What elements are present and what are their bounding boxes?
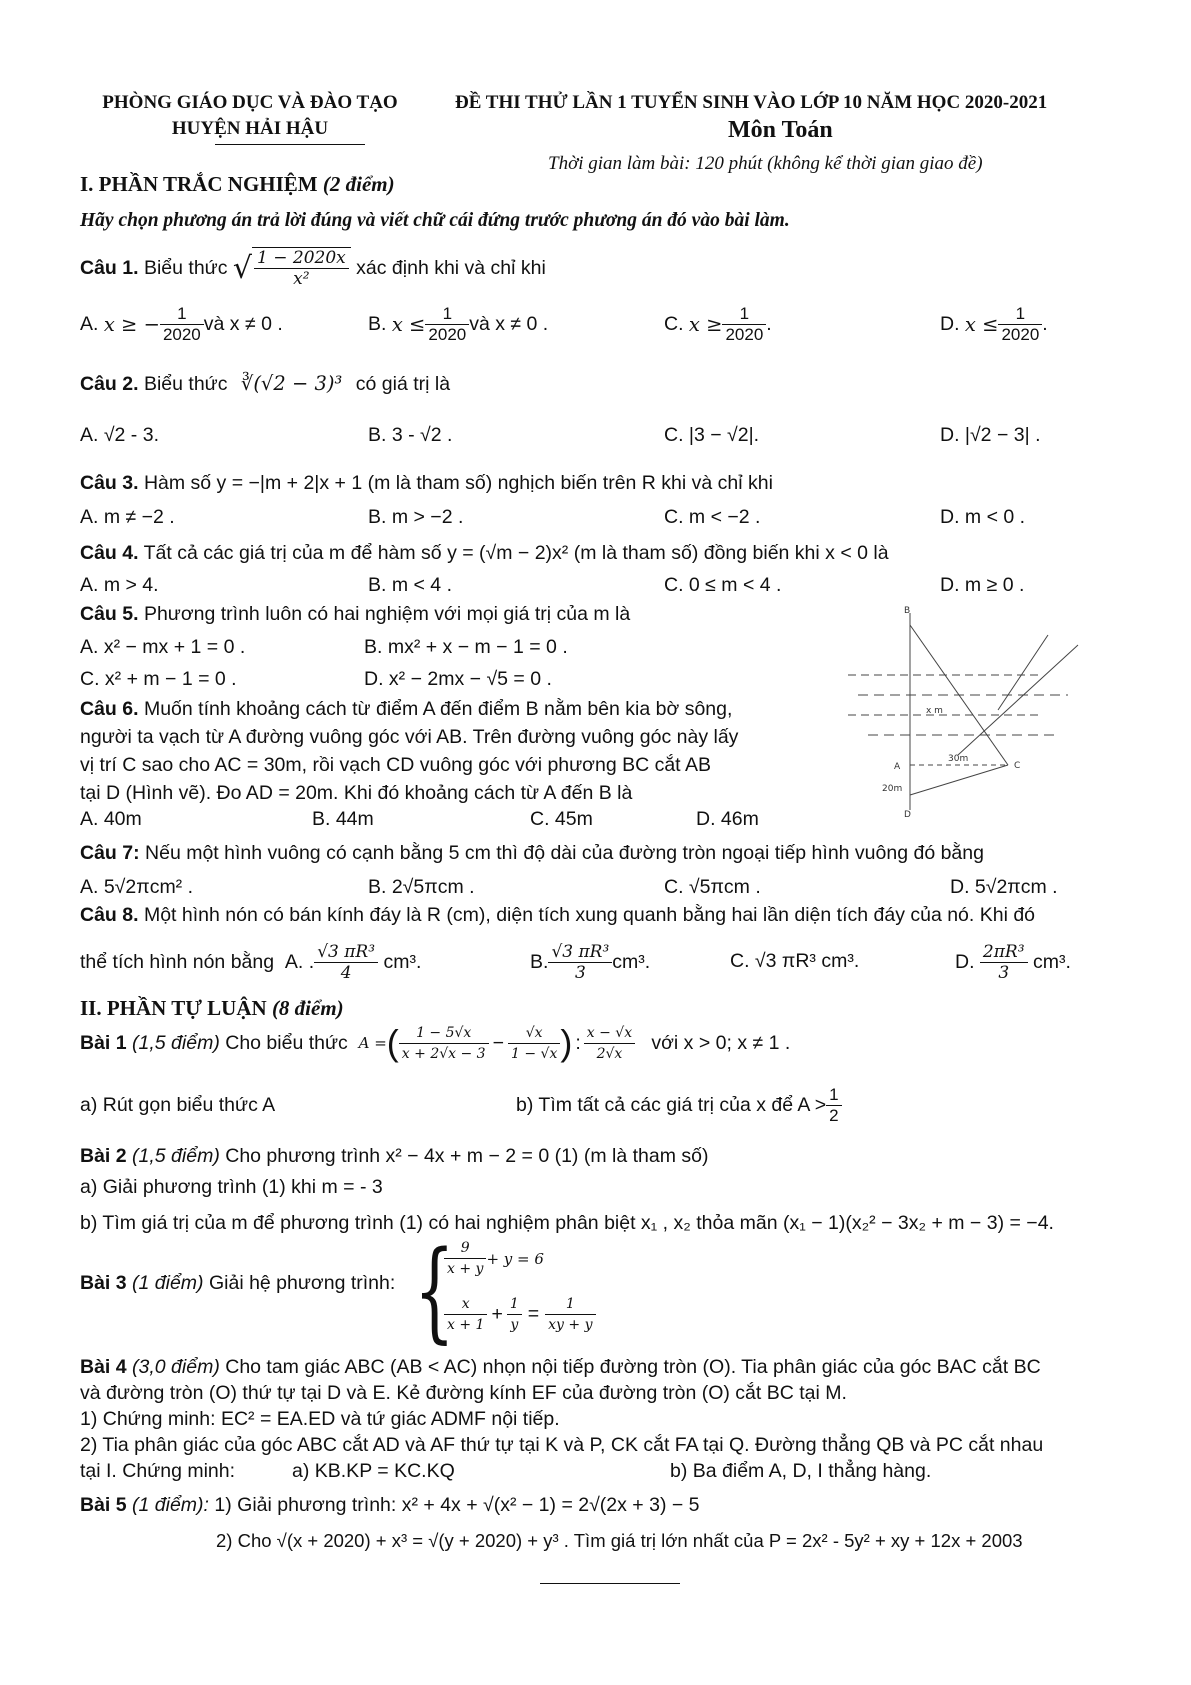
q1-option-d-letter: D. <box>940 312 960 335</box>
exam-title: ĐỀ THI THỬ LẦN 1 TUYỂN SINH VÀO LỚP 10 NĂM HỌC 2020-2021 <box>455 92 1048 113</box>
q4-option-d: D. m ≥ 0 . <box>940 574 1025 596</box>
bai3-equation-1 <box>444 1238 544 1279</box>
q8-option-d <box>955 934 1071 990</box>
bai1-paren-open: ( <box>386 1022 399 1063</box>
q8-option-a-letter: A. . <box>284 950 315 973</box>
q8-option-a-unit: cm³. <box>383 950 422 973</box>
bai1-f2-den: 1 − √x <box>510 1045 558 1062</box>
bai4-points: (3,0 điểm) <box>132 1356 220 1378</box>
bai1-f3-num: x − √x <box>584 1023 635 1044</box>
question-5 <box>80 603 630 626</box>
q1-option-c-val: x ≥ <box>688 312 723 336</box>
q1-option-c-frac <box>722 304 766 345</box>
q1-radicand-num: 1 − 2020x <box>254 248 349 269</box>
q5-option-b: B. mx² + x − m − 1 = 0 . <box>364 636 568 658</box>
question-4 <box>80 542 889 565</box>
question-6-line-1 <box>80 698 732 721</box>
q3-label: Câu 3. <box>80 472 139 494</box>
bai3-label: Bài 3 <box>80 1272 127 1294</box>
bai3-eq2-plus: + <box>491 1303 503 1325</box>
q8-line-1-text: Một hình nón có bán kính đáy là R (cm), diện tích xung quanh bằng hai lần diện tích đáy của nó. Khi đó <box>143 904 1036 926</box>
header-underline <box>215 144 365 145</box>
department-header <box>80 90 420 142</box>
bai2-text: Cho phương trình x² − 4x + m − 2 = 0 (1) (m là tham số) <box>225 1145 709 1167</box>
q1-a-num: 1 <box>160 304 204 325</box>
q7-text: Nếu một hình vuông có cạnh bằng 5 cm thì độ dài của đường tròn ngoại tiếp hình vuông đó bằng <box>145 842 984 864</box>
bai-4-line-3: 1) Chứng minh: EC² = EA.ED và tứ giác ADMF nội tiếp. <box>80 1408 560 1430</box>
bai3-eq2-den3: xy + y <box>548 1317 593 1333</box>
q1-label: Câu 1. <box>80 256 139 279</box>
q8-option-b <box>530 934 650 990</box>
question-8-line-1 <box>80 904 1035 927</box>
fig-label-xm: x m <box>926 706 943 716</box>
q1-option-a-frac <box>160 304 204 345</box>
q4-text: Tất cả các giá trị của m để hàm số y = (√m − 2)x² (m là tham số) đồng biến khi x < 0 là <box>143 542 889 564</box>
q1-radicand-den: x² <box>293 269 310 289</box>
q2-text-b: có giá trị là <box>355 373 451 395</box>
question-2 <box>80 372 450 396</box>
q8-a-num: √3 πR³ <box>314 942 378 963</box>
question-3 <box>80 472 773 495</box>
bai1-b-num: 1 <box>826 1085 841 1106</box>
q3-option-d: D. m < 0 . <box>940 506 1026 528</box>
bai2-part-a: a) Giải phương trình (1) khi m = - 3 <box>80 1176 383 1198</box>
q8-option-d-unit: cm³. <box>1032 950 1071 973</box>
q8-label: Câu 8. <box>80 904 139 926</box>
bai3-brace: { <box>414 1230 455 1356</box>
q7-label: Câu 7: <box>80 842 140 864</box>
q6-option-b: B. 44m <box>312 808 374 830</box>
q1-option-a-letter: A. <box>80 312 99 335</box>
bai1-div: : <box>575 1031 581 1054</box>
part2-title: II. PHẦN TỰ LUẬN <box>80 996 267 1020</box>
bai2-part-b: b) Tìm giá trị của m để phương trình (1) có hai nghiệm phân biệt x₁ , x₂ thỏa mãn (x₁ − 1)(x₂² − 3x₂ + m − 3) = −4. <box>80 1212 1054 1234</box>
q1-option-b-val: x ≤ <box>391 312 426 336</box>
bai5-label: Bài 5 <box>80 1494 127 1516</box>
q1-sqrt-sign: √ <box>232 250 253 286</box>
q2-option-b: B. 3 - √2 . <box>368 424 453 446</box>
q6-line-1-text: Muốn tính khoảng cách từ điểm A đến điểm B nằm bên kia bờ sông, <box>143 698 733 720</box>
q1-option-b <box>368 300 548 348</box>
fig-label-b: B <box>904 606 911 616</box>
river-figure-svg <box>838 605 1098 820</box>
question-6-line-3: vị trí C sao cho AC = 30m, rồi vạch CD vuông góc với phương BC cắt AB <box>80 754 711 776</box>
q6-label: Câu 6. <box>80 698 139 720</box>
q2-expression: ∛(√2 − 3)³ <box>240 372 343 395</box>
part1-points: (2 điểm) <box>322 172 395 196</box>
fig-river-bank-1 <box>958 645 1078 755</box>
q3-option-c: C. m < −2 . <box>664 506 761 528</box>
q1-option-a <box>80 300 283 348</box>
q2-option-a: A. √2 - 3. <box>80 424 159 446</box>
q8-d-den: 3 <box>998 962 1010 983</box>
river-figure <box>838 605 1098 820</box>
bai2-label: Bài 2 <box>80 1145 127 1167</box>
q1-option-c <box>664 300 772 348</box>
q8-line-2-text: thể tích hình nón bằng <box>80 950 275 973</box>
q5-option-c: C. x² + m − 1 = 0 . <box>80 668 237 690</box>
part1-instruction: Hãy chọn phương án trả lời đúng và viết chữ cái đứng trước phương án đó vào bài làm. <box>80 210 790 231</box>
bai3-eq1-tail: + y = 6 <box>486 1249 544 1268</box>
q1-d-num: 1 <box>998 304 1042 325</box>
fig-river-bank-2 <box>998 635 1048 710</box>
bai1-part-b <box>516 1080 842 1130</box>
q2-option-d: D. |√2 − 3| . <box>940 424 1041 446</box>
department-line-1: PHÒNG GIÁO DỤC VÀ ĐÀO TẠO <box>102 92 398 113</box>
bai1-frac-3 <box>584 1023 635 1064</box>
q3-option-a: A. m ≠ −2 . <box>80 506 175 528</box>
q6-option-c: C. 45m <box>530 808 593 830</box>
bai1-frac-2 <box>508 1023 560 1064</box>
bai3-eq1-den: x + y <box>447 1261 484 1277</box>
q1-text-a: Biểu thức <box>143 256 228 279</box>
bai-4-line-1 <box>80 1356 1041 1379</box>
question-1 <box>80 238 546 298</box>
bai4-line-1-text: Cho tam giác ABC (AB < AC) nhọn nội tiếp đường tròn (O). Tia phân giác của góc BAC cắt BC <box>225 1356 1041 1378</box>
bai1-minus: − <box>492 1031 504 1054</box>
q8-option-c: C. √3 πR³ cm³. <box>730 950 860 972</box>
q7-option-d: D. 5√2πcm . <box>950 876 1058 898</box>
q1-option-d-tail: . <box>1042 312 1048 335</box>
q1-option-d-frac <box>998 304 1042 345</box>
q8-a-den: 4 <box>340 962 352 983</box>
q8-option-a-frac <box>314 942 378 983</box>
q7-option-b: B. 2√5πcm . <box>368 876 475 898</box>
bai3-equation-2 <box>444 1294 596 1335</box>
q6-option-d: D. 46m <box>696 808 759 830</box>
q4-option-c: C. 0 ≤ m < 4 . <box>664 574 782 596</box>
bai1-f3-den: 2√x <box>596 1045 623 1062</box>
bai1-a-eq: A = <box>358 1034 387 1052</box>
q5-option-a: A. x² − mx + 1 = 0 . <box>80 636 246 658</box>
bai1-b-den: 2 <box>829 1105 839 1125</box>
bai1-part-b-frac <box>826 1085 841 1126</box>
bai1-text: Cho biểu thức <box>225 1031 348 1054</box>
bai-1 <box>80 1018 790 1068</box>
bai3-eq2-num3: 1 <box>545 1294 595 1315</box>
bai3-eq2-frac-1 <box>444 1294 487 1335</box>
end-rule <box>540 1583 680 1584</box>
bai3-eq2-den2: y <box>510 1317 519 1333</box>
q2-option-c: C. |3 − √2|. <box>664 424 760 446</box>
bai5-points: (1 điểm): <box>132 1494 209 1516</box>
bai1-part-a: a) Rút gọn biểu thức A <box>80 1094 276 1116</box>
fig-label-d: D <box>904 810 911 820</box>
bai3-text: Giải hệ phương trình: <box>208 1272 396 1294</box>
bai-4-line-4: 2) Tia phân giác của góc ABC cắt AD và AF thứ tự tại K và P, CK cắt FA tại Q. Đường thẳng QB và PC cắt nhau <box>80 1434 1044 1456</box>
bai3-eq2-den1: x + 1 <box>447 1317 485 1333</box>
bai-4-line-5b: a) KB.KP = KC.KQ <box>292 1460 455 1482</box>
bai-3 <box>80 1272 395 1295</box>
q1-option-b-letter: B. <box>368 312 387 335</box>
bai1-condition: với x > 0; x ≠ 1 . <box>651 1031 791 1054</box>
bai1-f2-num: √x <box>508 1023 560 1044</box>
bai1-frac-1 <box>399 1023 489 1064</box>
bai-2 <box>80 1145 708 1168</box>
q1-option-a-tail: và x ≠ 0 . <box>203 312 283 335</box>
bai-4-line-5c: b) Ba điểm A, D, I thẳng hàng. <box>670 1460 932 1482</box>
q1-option-a-val: x ≥ − <box>103 312 160 336</box>
q1-radicand <box>252 247 351 289</box>
q1-d-den: 2020 <box>1001 324 1040 344</box>
bai3-points: (1 điểm) <box>132 1272 204 1294</box>
q8-option-b-letter: B. <box>530 950 549 973</box>
fig-label-30m: 30m <box>948 754 969 764</box>
part1-heading <box>80 172 395 197</box>
bai3-eq1-frac <box>444 1238 486 1279</box>
bai4-label: Bài 4 <box>80 1356 127 1378</box>
bai3-eq2-num1: x <box>444 1294 487 1315</box>
q6-option-a: A. 40m <box>80 808 142 830</box>
bai1-paren-close: ) <box>560 1022 573 1063</box>
q5-option-d: D. x² − 2mx − √5 = 0 . <box>364 668 552 690</box>
bai2-points: (1,5 điểm) <box>132 1145 220 1167</box>
q1-b-num: 1 <box>425 304 469 325</box>
bai3-eq2-frac-2 <box>507 1294 522 1335</box>
q1-option-b-frac <box>425 304 469 345</box>
q2-label: Câu 2. <box>80 373 139 395</box>
q4-option-b: B. m < 4 . <box>368 574 452 596</box>
q4-label: Câu 4. <box>80 542 139 564</box>
q1-c-num: 1 <box>722 304 766 325</box>
fig-label-20m: 20m <box>882 784 903 794</box>
q1-option-d-val: x ≤ <box>964 312 999 336</box>
bai3-eq2-frac-3 <box>545 1294 595 1335</box>
q8-option-d-letter: D. <box>955 950 975 973</box>
fig-label-a: A <box>894 762 901 772</box>
q8-b-den: 3 <box>574 962 586 983</box>
q1-text-b: xác định khi và chỉ khi <box>356 256 546 279</box>
q1-a-den: 2020 <box>162 324 201 344</box>
q8-d-num: 2πR³ <box>980 942 1028 963</box>
q1-option-d <box>940 300 1048 348</box>
bai5-line-1-text: 1) Giải phương trình: x² + 4x + √(x² − 1) = 2√(2x + 3) − 5 <box>214 1494 700 1516</box>
bai-4-line-2: và đường tròn (O) thứ tự tại D và E. Kẻ đường kính EF của đường tròn (O) cắt BC tại M. <box>80 1382 847 1404</box>
q8-b-num: √3 πR³ <box>548 942 612 963</box>
department-line-2: HUYỆN HẢI HẬU <box>171 118 329 139</box>
part2-points: (8 điểm) <box>271 996 344 1020</box>
bai-4-line-5a: tại I. Chứng minh: <box>80 1460 236 1482</box>
question-6-line-4: tại D (Hình vẽ). Đo AD = 20m. Khi đó khoảng cách từ A đến B là <box>80 782 633 804</box>
time-note: Thời gian làm bài: 120 phút (không kể thời gian giao đề) <box>548 153 983 174</box>
fig-label-c: C <box>1014 761 1021 771</box>
question-6-line-2: người ta vạch từ A đường vuông góc với AB. Trên đường vuông góc này lấy <box>80 726 739 748</box>
bai1-part-b-text: b) Tìm tất cả các giá trị của x để A > <box>516 1093 827 1116</box>
q5-label: Câu 5. <box>80 603 139 625</box>
bai1-f1-den: x + 2√x − 3 <box>401 1045 486 1062</box>
bai3-eq2-equals: = <box>527 1303 540 1325</box>
q3-option-b: B. m > −2 . <box>368 506 464 528</box>
q8-option-b-frac <box>548 942 612 983</box>
q1-option-b-tail: và x ≠ 0 . <box>469 312 549 335</box>
q1-option-c-tail: . <box>766 312 772 335</box>
subject-title: Môn Toán <box>728 117 833 143</box>
part1-title: I. PHẦN TRẮC NGHIỆM <box>80 172 318 196</box>
question-8-line-2 <box>80 934 421 990</box>
bai1-label: Bài 1 <box>80 1031 127 1054</box>
q4-option-a: A. m > 4. <box>80 574 159 596</box>
q7-option-a: A. 5√2πcm² . <box>80 876 194 898</box>
q1-c-den: 2020 <box>725 324 764 344</box>
fig-line-dc <box>910 765 1008 795</box>
bai1-f1-num: 1 − 5√x <box>399 1023 489 1044</box>
q1-b-den: 2020 <box>428 324 467 344</box>
question-7 <box>80 842 984 865</box>
q3-text: Hàm số y = −|m + 2|x + 1 (m là tham số) nghịch biến trên R khi và chỉ khi <box>143 472 773 494</box>
q5-text: Phương trình luôn có hai nghiệm với mọi giá trị của m là <box>143 603 631 625</box>
bai3-eq2-num2: 1 <box>507 1294 522 1315</box>
bai-5-line-1 <box>80 1494 700 1517</box>
bai-5-line-2: 2) Cho √(x + 2020) + x³ = √(y + 2020) + y³ . Tìm giá trị lớn nhất của P = 2x² - 5y² + xy + 12x + 2003 <box>216 1530 1023 1551</box>
q8-option-d-frac <box>980 942 1028 983</box>
bai3-eq1-num: 9 <box>444 1238 486 1259</box>
q7-option-c: C. √5πcm . <box>664 876 761 898</box>
q2-text-a: Biểu thức <box>143 373 228 395</box>
bai1-points: (1,5 điểm) <box>132 1031 220 1054</box>
q1-option-c-letter: C. <box>664 312 684 335</box>
q8-option-b-unit: cm³. <box>612 950 651 973</box>
